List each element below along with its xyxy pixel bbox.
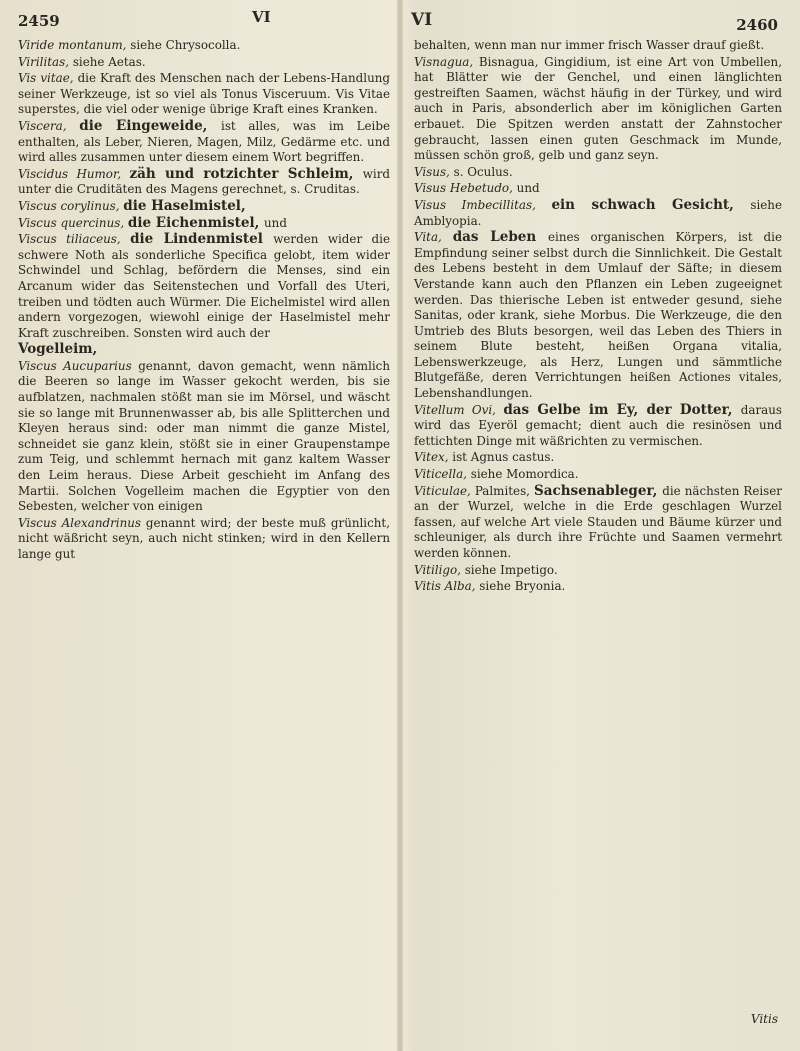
entry-german-term: die Eichenmistel, bbox=[127, 214, 265, 231]
entry-headword: Viscus Aucuparius bbox=[18, 358, 139, 373]
dictionary-entry bbox=[18, 232, 390, 341]
dictionary-entry bbox=[414, 403, 782, 450]
dictionary-entry bbox=[414, 579, 782, 595]
book-gutter bbox=[397, 0, 403, 1051]
entry-headword: Vita, bbox=[414, 230, 453, 245]
dictionary-entry bbox=[414, 198, 782, 229]
entry-german-term: zäh und rotzichter Schleim, bbox=[129, 165, 363, 182]
dictionary-entry bbox=[18, 516, 390, 563]
dictionary-entry bbox=[414, 563, 782, 579]
entry-headword: Viscus corylinus, bbox=[18, 198, 124, 213]
entry-german-term: das Gelbe im Ey, der Dotter, bbox=[503, 401, 741, 418]
entry-headword: Viticella, bbox=[414, 467, 471, 482]
entry-headword: Viticulae, bbox=[414, 483, 475, 498]
entry-headword: Viscidus Humor, bbox=[18, 166, 130, 181]
left-column bbox=[18, 38, 390, 564]
entry-german-term: Vogelleim, bbox=[18, 341, 98, 358]
entry-text: wird unter die Cruditäten des Magens gerechnet, s. Cruditas. bbox=[18, 166, 390, 197]
right-column bbox=[414, 38, 782, 596]
dictionary-entry bbox=[18, 216, 390, 232]
entry-text: siehe Amblyopia. bbox=[414, 197, 782, 228]
entry-text: siehe Bryonia. bbox=[479, 579, 566, 594]
entry-text: eines organischen Körpers, ist die Empfindung seiner selbst durch die Sinnlichkeit. Die Gestalt des Lebens besteht in dem Umlauf der Säfte; in diesem Verstande kann auch den Pflanzen ein Leben zugeeignet werden. Das thierische Leben ist entweder gesund, siehe Sanitas, oder krank, siehe Morbus. Die Werkzeuge, die den Umtrieb des Bluts besorgen, weil das Leben des Thiers in seinem Blute besteht, heißen Organa vitalia, Lebenswerkzeuge, als Herz, Lungen und sämmtliche Blutgefäße, deren Verrichtungen heißen Actiones vitales, Lebenshandlungen. bbox=[414, 230, 782, 401]
entry-german-term: die Eingeweide, bbox=[79, 117, 222, 134]
dictionary-entry bbox=[414, 230, 782, 402]
entry-german-term: ein schwach Gesicht, bbox=[551, 196, 751, 213]
entry-text: s. Oculus. bbox=[453, 164, 513, 179]
dictionary-entry bbox=[414, 165, 782, 181]
entry-text: siehe Chrysocolla. bbox=[130, 38, 241, 52]
dictionary-entry bbox=[414, 467, 782, 483]
entry-headword: Visus Hebetudo, bbox=[414, 181, 517, 196]
right-page-number: 2460 bbox=[736, 16, 778, 34]
dictionary-entry bbox=[414, 38, 782, 54]
dictionary-entry bbox=[18, 342, 390, 358]
entry-text: ist alles, was im Leibe enthalten, als Leber, Nieren, Magen, Milz, Gedärme etc. und wird alles zusammen unter diesem einem Wort begriffen. bbox=[18, 118, 391, 165]
entry-headword: Vitellum Ovi, bbox=[414, 402, 504, 417]
entry-text: werden wider die schwere Noth als sonderliche Specifica gelobt, item wider Schwindel und Schlag, befördern die Menses, sind ein Arcanum wider das Seitenstechen und Vorfall des Uteri, treiben und tödten auch Würmer. Die Eichelmistel wird allen andern vorgezogen, wiewohl einige der Haselmistel mehr Kraft zuschreiben. Sonsten wird auch der bbox=[18, 232, 391, 340]
entry-text: Palmites, bbox=[474, 483, 534, 498]
dictionary-entry bbox=[18, 71, 390, 118]
entry-text: und bbox=[516, 181, 540, 196]
entry-german-term: die Lindenmistel bbox=[130, 231, 274, 248]
entry-headword: Virilitas, bbox=[18, 54, 73, 69]
left-signature-mark: VI bbox=[252, 8, 271, 26]
dictionary-entry bbox=[414, 484, 782, 562]
entry-text: die Kraft des Menschen nach der Lebens-Handlung seiner Werkzeuge, ist so viel als Tonus Visceruum. Vis Vitae superstes, die viel oder wenige übrige Kraft eines Kranken. bbox=[18, 71, 391, 117]
entry-headword: Viscus tiliaceus, bbox=[18, 232, 131, 247]
entry-headword: Visus, bbox=[414, 164, 454, 179]
left-page-header bbox=[0, 6, 397, 34]
entry-headword: Vitis Alba, bbox=[414, 579, 480, 594]
entry-headword: Viscus quercinus, bbox=[18, 215, 128, 230]
entry-text: Bisnagua, Gingidium, ist eine Art von Umbellen, hat Blätter wie der Genchel, und einen länglichten gestreiften Saamen, wächst häufig in der Türkey, und wird auch in Paris, absonderlich aber im königlichen Garten erbauet. Die Spitzen werden anstatt der Zahnstocher gebraucht, lassen einen guten Geschmack im Munde, müssen schön groß, gelb und ganz seyn. bbox=[414, 54, 782, 163]
dictionary-entry bbox=[414, 55, 782, 164]
entry-text: siehe Aetas. bbox=[72, 54, 146, 69]
dictionary-entry bbox=[18, 167, 390, 198]
dictionary-entry bbox=[18, 119, 390, 166]
entry-text: ist Agnus castus. bbox=[452, 450, 555, 465]
entry-headword: Vitex, bbox=[414, 450, 453, 465]
entry-text: und bbox=[264, 215, 287, 230]
entry-headword: Viride montanum, bbox=[18, 38, 131, 52]
entry-text: behalten, wenn man nur immer frisch Wasser drauf gießt. bbox=[414, 38, 765, 52]
dictionary-entry bbox=[18, 359, 390, 515]
entry-german-term: das Leben bbox=[452, 229, 548, 246]
entry-text: die nächsten Reiser an der Wurzel, welche in die Erde geschlagen Wurzel fassen, auf welche Art viele Stauden und Bäume kürzer und schleuniger, als durch ihre Früchte und Saamen vermehrt werden können. bbox=[414, 483, 782, 560]
entry-text: siehe Momordica. bbox=[470, 467, 579, 482]
entry-german-term: die Haselmistel, bbox=[123, 197, 246, 214]
entry-headword: Visnagua, bbox=[414, 54, 479, 69]
dictionary-entry bbox=[414, 450, 782, 466]
entry-headword: Vis vitae, bbox=[18, 71, 78, 86]
entry-headword: Viscus Alexandrinus bbox=[18, 515, 146, 530]
entry-german-term: Sachsenableger, bbox=[533, 482, 663, 499]
entry-text: genannt wird; der beste muß grünlicht, nicht wäßricht seyn, auch nicht stinken; wird in den Kellern lange gut bbox=[18, 515, 390, 561]
entry-headword: Viscera, bbox=[18, 118, 80, 133]
entry-headword: Visus Imbecillitas, bbox=[414, 197, 552, 212]
catchword: Vitis bbox=[750, 1012, 778, 1026]
dictionary-entry bbox=[18, 199, 390, 215]
right-signature-mark: VI bbox=[411, 10, 433, 30]
dictionary-entry bbox=[18, 38, 390, 54]
dictionary-entry bbox=[18, 55, 390, 71]
entry-text: genannt, davon gemacht, wenn nämlich die Beeren so lange im Wasser gekocht werden, bis sie aufblatzen, nachmalen stößt man sie im Mörsel, und wäscht sie so lange mit Brunnenwasser ab, bis alle Splitterchen und Kleyen heraus sind: oder man nimmt die ganze Mistel, schneidet sie ganz klein, stößt sie in einer Graupenstampe zum Teig, und schlemmt hernach mit ganz kaltem Wasser den Leim heraus. Diese Arbeit geschieht im Anfang des Martii. Solchen Vogelleim machen die Egyptier von den Sebesten, welcher von einigen bbox=[18, 358, 390, 514]
entry-text: siehe Impetigo. bbox=[464, 562, 558, 577]
dictionary-entry bbox=[414, 181, 782, 197]
entry-headword: Vitiligo, bbox=[414, 562, 465, 577]
right-page-header bbox=[403, 6, 800, 34]
entry-text: daraus wird das Eyeröl gemacht; dient auch die resinösen und fettichten Dinge mit wäßrichten zu vermischen. bbox=[414, 402, 782, 448]
left-page-number: 2459 bbox=[18, 12, 60, 30]
